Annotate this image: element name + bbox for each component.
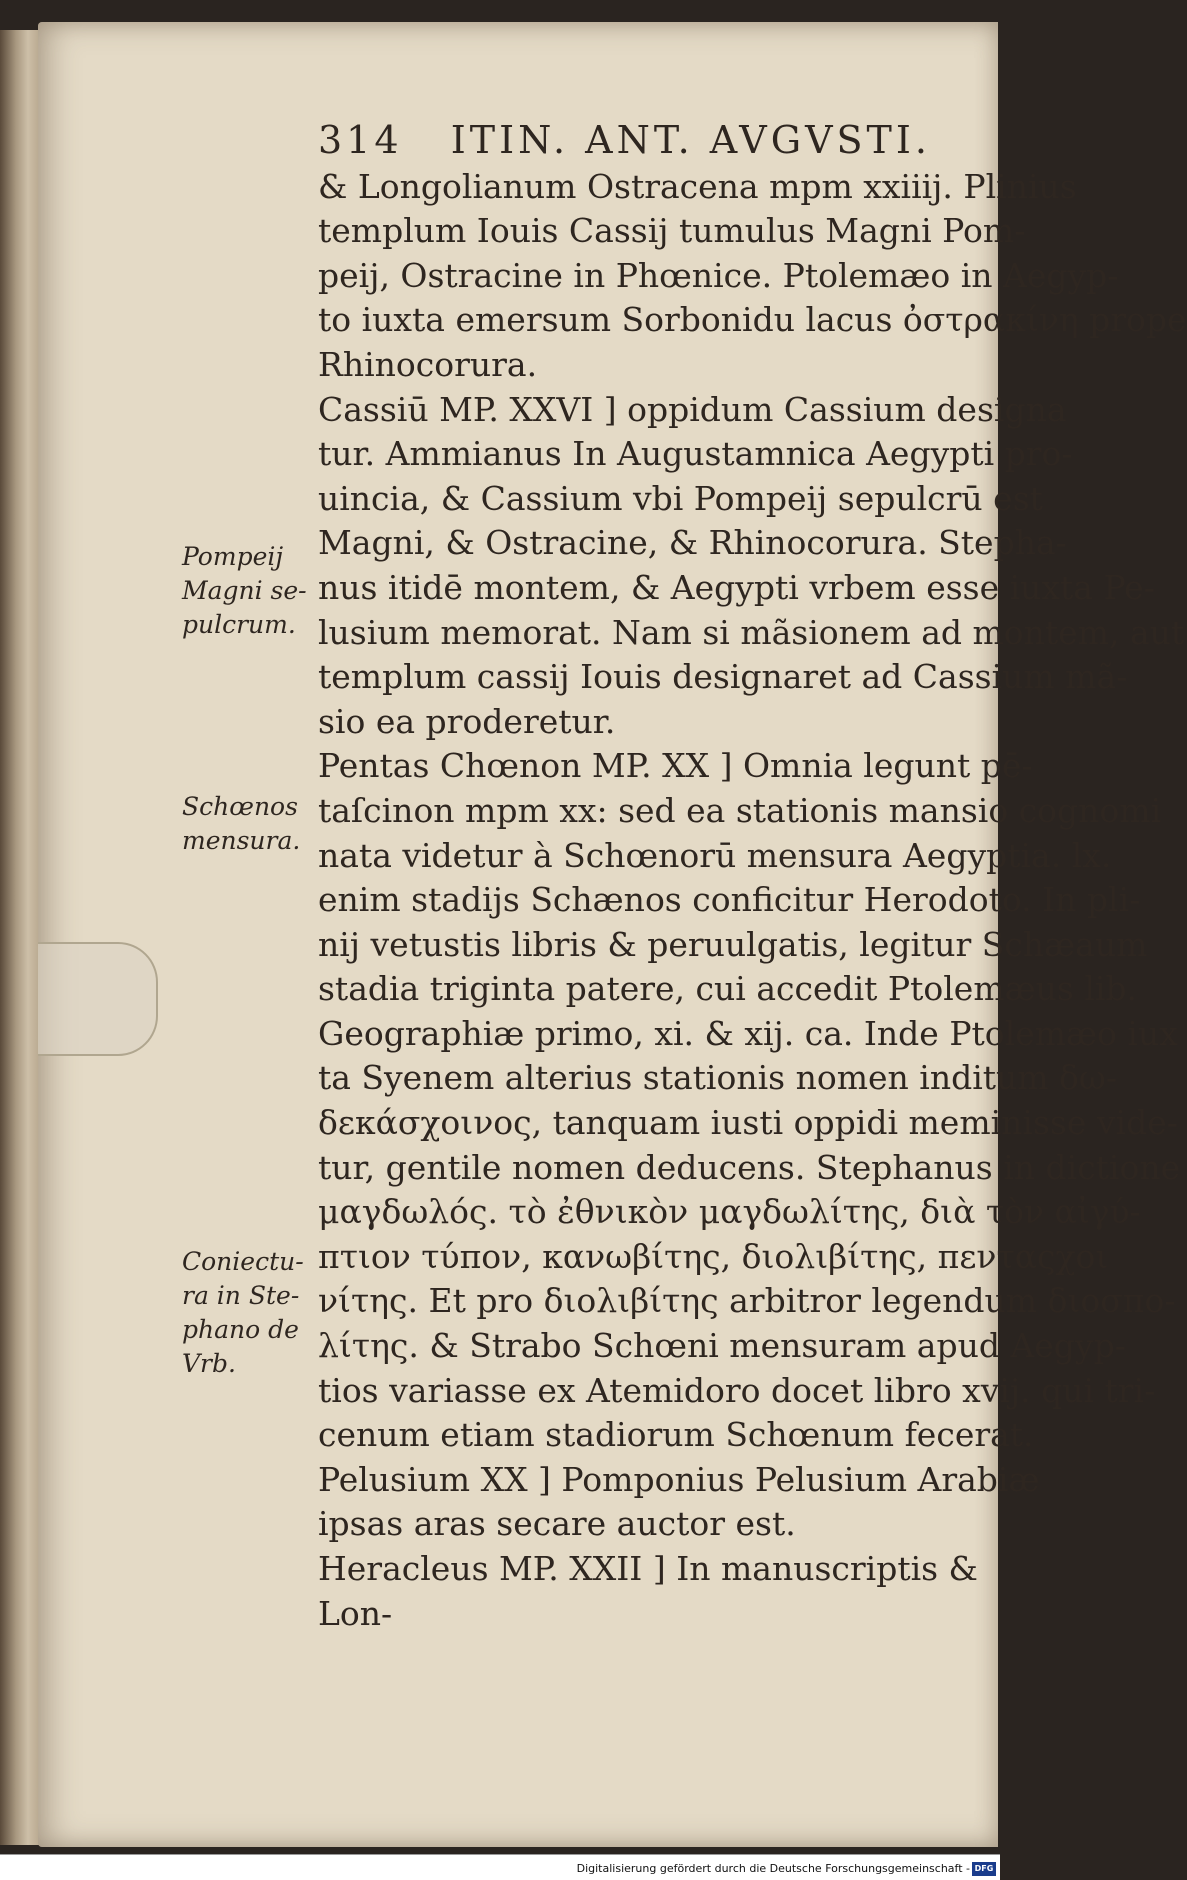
body-line: ta Syenem alterius stationis nomen inditum δω- bbox=[318, 1058, 1117, 1098]
body-line: stadia triginta patere, cui accedit Ptolemæus lib. bbox=[318, 969, 1138, 1009]
body-line: Lon- bbox=[318, 1593, 393, 1633]
body-line: templum cassij Iouis designaret ad Cassium mã- bbox=[318, 657, 1128, 697]
body-line: Geographiæ primo, xi. & xij. ca. Inde Ptolemæo iux bbox=[318, 1013, 1178, 1053]
body-line: enim stadijs Schænos conficitur Herodoto. In pli- bbox=[318, 880, 1141, 920]
body-line: nij vetustis libris & peruulgatis, legitur Schæaum bbox=[318, 924, 1148, 964]
body-line: Heracleus MP. XXII ] In manuscriptis & bbox=[318, 1549, 978, 1588]
body-line: πτιον τύπον, κανωβίτης, διολιβίτης, πενταςχοι bbox=[318, 1236, 1109, 1276]
margin-note-schoenos bbox=[182, 790, 312, 858]
running-header bbox=[318, 118, 978, 163]
dfg-logo: DFG bbox=[972, 1862, 996, 1876]
body-line: cenum etiam stadiorum Schœnum fecerat. bbox=[318, 1415, 1034, 1455]
margin-line: mensura. bbox=[182, 826, 301, 855]
body-line: tur, gentile nomen deducens. Stephanus in dictione bbox=[318, 1147, 1181, 1187]
margin-line: Coniectu- bbox=[182, 1247, 304, 1276]
body-line: μαγδωλός. τὸ ἐθνικὸν μαγδωλίτης, διὰ τὸν αἰγύ- bbox=[318, 1192, 1141, 1232]
body-line: taſcinon mpm xx: sed ea stationis mansio cognomi bbox=[318, 790, 1162, 830]
page-text-block bbox=[318, 118, 1187, 1636]
body-line: Pentas Chœnon MP. XX ] Omnia legunt pē- bbox=[318, 746, 1033, 786]
footer-credit: Digitalisierung gefördert durch die Deutsche Forschungsgemeinschaft - bbox=[576, 1862, 970, 1875]
body-line: nus itidē montem, & Aegypti vrbem esse iuxta Pe- bbox=[318, 567, 1155, 607]
body-line: Rhinocorura. bbox=[318, 344, 538, 384]
body-line: nata videtur à Schœnorū mensura Aegyptia. lx. bbox=[318, 835, 1112, 875]
margin-line: Pompeij bbox=[182, 542, 284, 571]
body-line: sio ea proderetur. bbox=[318, 701, 616, 741]
body-line: ipsas aras secare auctor est. bbox=[318, 1504, 796, 1544]
page-number: 314 bbox=[318, 118, 403, 162]
book-edge bbox=[0, 30, 40, 1845]
body-line: Cassiū MP. XXVI ] oppidum Cassium designa bbox=[318, 389, 1067, 429]
body-line: νίτης. Et pro διολιβίτης arbitror legendum διοσπο- bbox=[318, 1281, 1176, 1321]
body-line: lusium memorat. Nam si mãsionem ad montem, aut bbox=[318, 612, 1185, 652]
body-line: peij, Ostracine in Phœnice. Ptolemæo in Aegyp- bbox=[318, 255, 1119, 295]
margin-note-coniectura bbox=[182, 1245, 312, 1381]
body-line: to iuxta emersum Sorbonidu lacus ὀστρακίνη prope bbox=[318, 300, 1187, 340]
body-line: tur. Ammianus In Augustamnica Aegypti pro- bbox=[318, 434, 1073, 474]
margin-line: pulcrum. bbox=[182, 610, 296, 639]
body-line: δεκάσχοινος, tanquam iusti oppidi meminisse vide- bbox=[318, 1103, 1178, 1143]
margin-note-pompeij bbox=[182, 540, 312, 642]
body-line: λίτης. & Strabo Schœni mensuram apud Aegyp- bbox=[318, 1326, 1126, 1366]
body-line: Pelusium XX ] Pomponius Pelusium Arabiæ bbox=[318, 1459, 1040, 1499]
body-line: & Longolianum Ostracena mpm xxiiij. Plinius bbox=[318, 166, 1077, 206]
body-line: uincia, & Cassium vbi Pompeij sepulcrū est bbox=[318, 478, 1043, 518]
footer-bar bbox=[0, 1854, 1000, 1880]
margin-line: Vrb. bbox=[182, 1349, 236, 1378]
margin-line: ra in Ste- bbox=[182, 1281, 300, 1310]
running-title: ITIN. ANT. AVGVSTI. bbox=[450, 118, 931, 162]
body-text bbox=[318, 165, 1187, 1637]
body-line: Magni, & Ostracine, & Rhinocorura. Stepha- bbox=[318, 523, 1067, 563]
margin-line: Schœnos bbox=[182, 792, 298, 821]
body-line: templum Iouis Cassij tumulus Magni Pom- bbox=[318, 211, 1026, 251]
margin-line: Magni se- bbox=[182, 576, 307, 605]
margin-line: phano de bbox=[182, 1315, 299, 1344]
body-line: tios variasse ex Atemidoro docet libro xvij. qui tri- bbox=[318, 1370, 1156, 1410]
page-clip bbox=[38, 942, 158, 1056]
